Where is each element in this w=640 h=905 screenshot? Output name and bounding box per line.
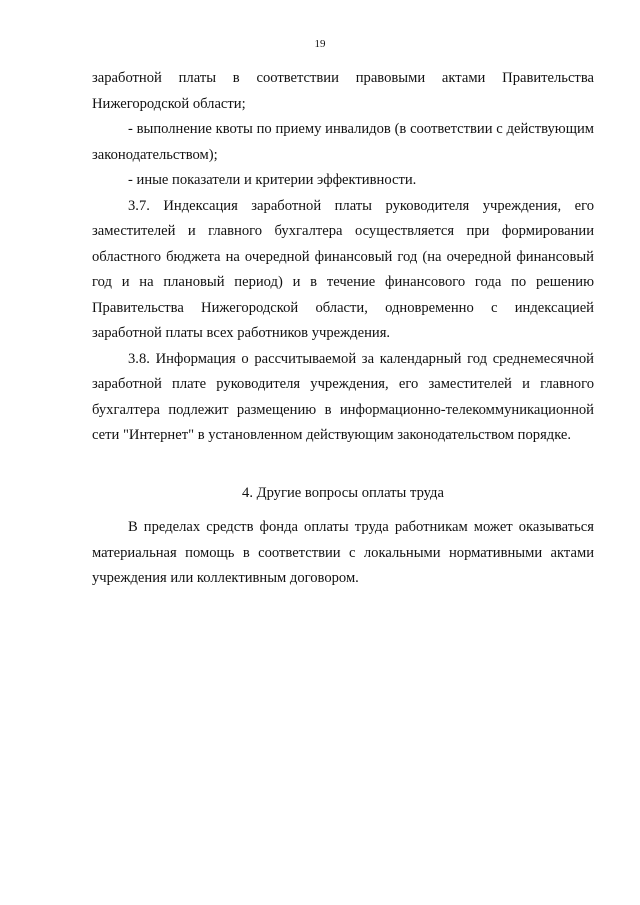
page-number: 19 <box>314 38 326 50</box>
clause-3-8: 3.8. Информация о рассчитываемой за календарный год среднемесячной заработной плате руководителя учреждения, его заместителей и главного бухгалтера подлежит размещению в информационно-телекоммуникационной сети "Интернет" в установленном действующим законодательством порядке. <box>92 350 594 443</box>
clause-3-7: 3.7. Индексация заработной платы руководителя учреждения, его заместителей и главного бухгалтера осуществляется при формировании областного бюджета на очередной финансовый год (на очередной финансовый год и на плановый период) и в течение финансового года по решению Правительства Нижегородской области, одновременно с индексацией заработной платы всех работников учреждения. <box>92 197 594 341</box>
section-4-paragraph: В пределах средств фонда оплаты труда работникам может оказываться материальная помощь в соответствии с локальными нормативными актами учреждения или коллективным договором. <box>92 519 594 586</box>
paragraph-continuation: заработной платы в соответствии правовыми актами Правительства Нижегородской области; <box>92 70 594 112</box>
list-item-other-indicators: - иные показатели и критерии эффективности. <box>128 172 417 188</box>
list-item-quota: - выполнение квоты по приему инвалидов (в соответствии с действующим законодательством); <box>92 121 594 163</box>
section-heading: 4. Другие вопросы оплаты труда <box>242 484 444 501</box>
document-body <box>92 66 594 592</box>
